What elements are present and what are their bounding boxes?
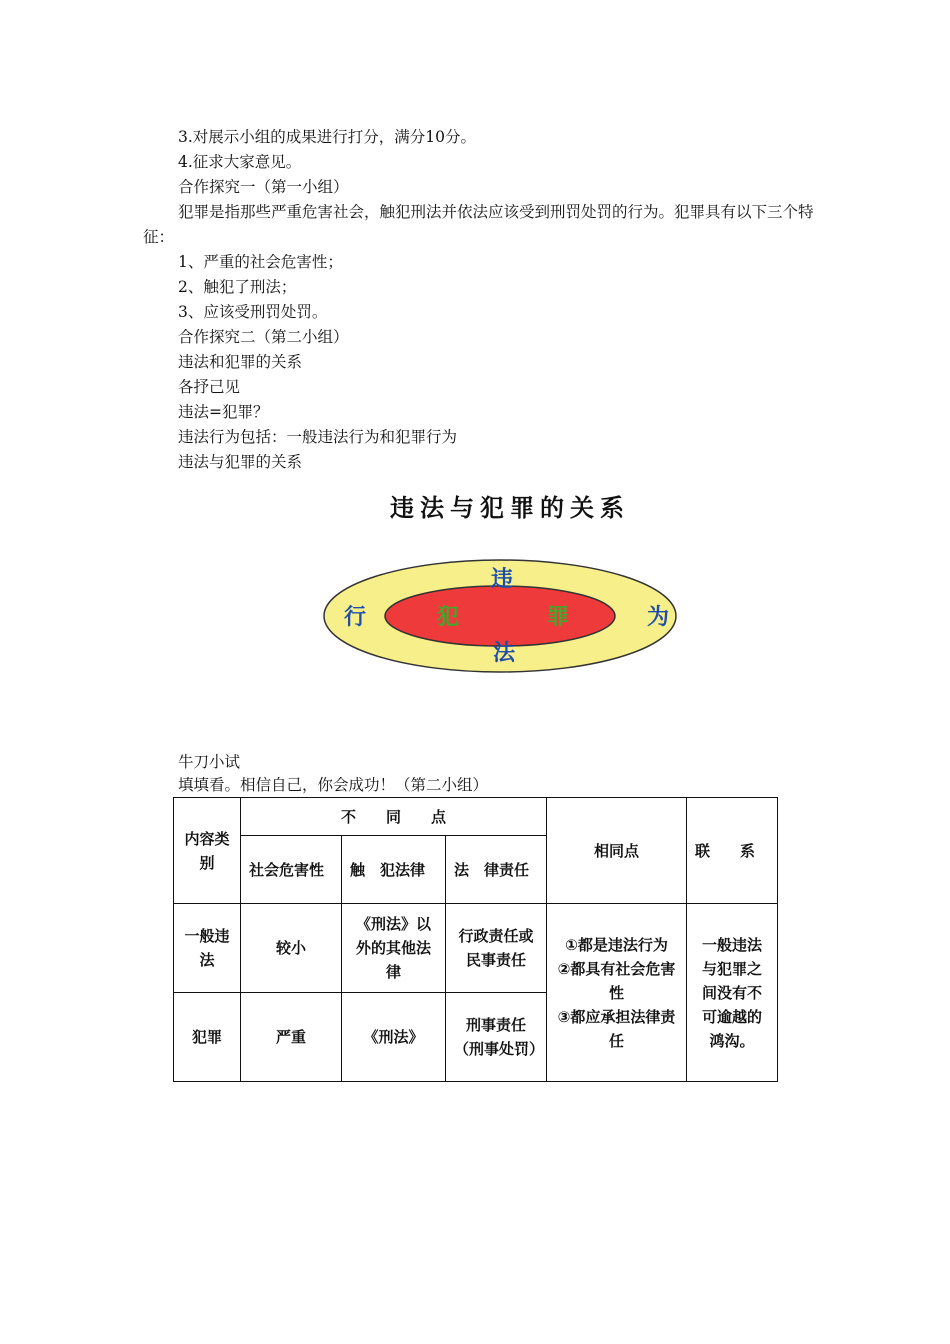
inner-char-left: 犯 [436, 605, 460, 630]
text-line: 3.对展示小组的成果进行打分，满分10分。 [178, 128, 477, 146]
outer-char-right: 为 [646, 605, 670, 630]
text-line: 1、严重的社会危害性； [178, 253, 343, 271]
diagram-title: 违法与犯罪的关系 [390, 494, 630, 522]
text-line: 合作探究二（第二小组） [178, 328, 349, 346]
text-line: 违法行为包括：一般违法行为和犯罪行为 [178, 428, 458, 446]
similarity-item: ①都是违法行为 [565, 935, 668, 954]
text-line: 填填看。相信自己，你会成功！（第二小组） [178, 776, 489, 794]
header-connection: 联 系 [687, 798, 778, 904]
subheader-legal-responsibility: 法 律责任 [446, 836, 547, 904]
text-line: 违法与犯罪的关系 [178, 453, 303, 471]
subheader-social-harm: 社会危害性 [241, 836, 342, 904]
cell-connection: 一般违法与犯罪之间没有不可逾越的鸿沟。 [687, 904, 778, 1082]
row-label: 一般违法 [174, 904, 241, 993]
outer-char-top: 违 [490, 567, 514, 592]
text-line: 违法和犯罪的关系 [178, 353, 303, 371]
comparison-table [173, 797, 778, 1082]
table-row [174, 904, 778, 993]
cell-similarities [547, 904, 687, 1082]
text-line: 合作探究一（第一小组） [178, 178, 349, 196]
subheader-violated-law: 触 犯法律 [342, 836, 446, 904]
header-similarities: 相同点 [547, 798, 687, 904]
row-label: 犯罪 [174, 993, 241, 1082]
inner-char-right: 罪 [546, 605, 570, 630]
outer-char-bottom: 法 [492, 641, 516, 666]
cell-responsibility: 行政责任或民事责任 [446, 904, 547, 993]
text-line: 3、应该受刑罚处罚。 [178, 303, 328, 321]
text-line: 牛刀小试 [178, 753, 241, 771]
paragraph-crime-definition: 犯罪是指那些严重危害社会，触犯刑法并依法应该受到刑罚处罚的行为。犯罪具有以下三个特征： [143, 203, 814, 246]
relationship-diagram [310, 490, 690, 680]
cell-responsibility: 刑事责任（刑事处罚） [446, 993, 547, 1082]
cell-harm: 较小 [241, 904, 342, 993]
text-line: 各抒己见 [178, 378, 241, 396]
text-line: 违法=犯罪？ [178, 403, 269, 421]
similarity-item: ②都具有社会危害性 [557, 959, 676, 1002]
cell-law: 《刑法》以外的其他法律 [342, 904, 446, 993]
inner-ellipse-crime [385, 586, 615, 646]
text-line: 4.征求大家意见。 [178, 153, 302, 171]
cell-harm: 严重 [241, 993, 342, 1082]
header-differences: 不 同 点 [241, 798, 547, 836]
text-line: 2、触犯了刑法； [178, 278, 297, 296]
outer-char-left: 行 [343, 605, 367, 630]
similarity-item: ③都应承担法律责任 [557, 1007, 676, 1050]
cell-law: 《刑法》 [342, 993, 446, 1082]
header-category: 内容类别 [174, 798, 241, 904]
